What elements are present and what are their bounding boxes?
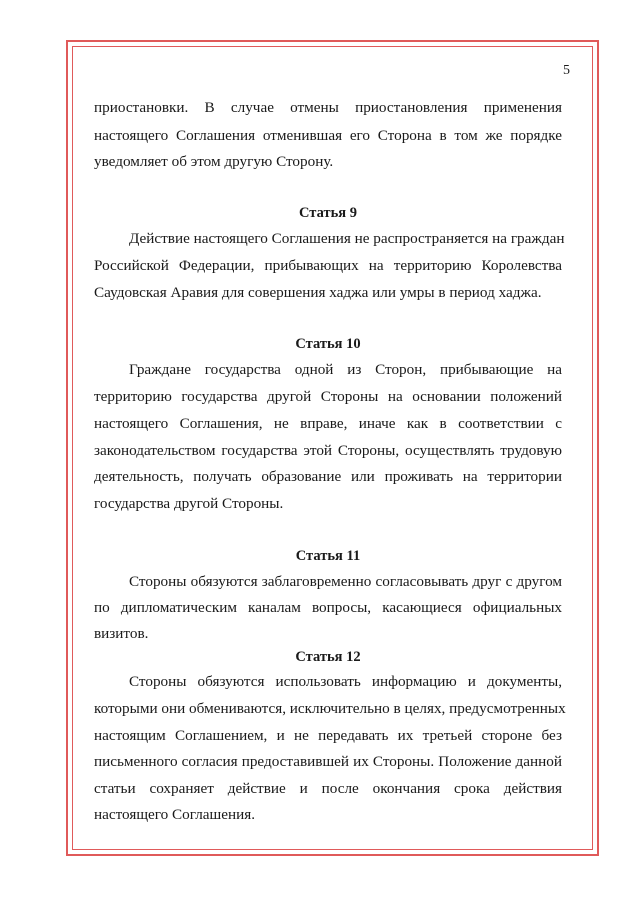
- article-12-line: настоящего Соглашения.: [94, 806, 255, 823]
- paragraph-line: уведомляет об этом другую Сторону.: [94, 153, 334, 170]
- article-12-heading: Статья 12: [295, 649, 361, 665]
- article-11-line: Стороны обязуются заблаговременно согласовывать друг с другом: [129, 573, 562, 590]
- article-9-line: Саудовская Аравия для совершения хаджа или умры в период хаджа.: [94, 284, 542, 301]
- article-10-line: Граждане государства одной из Сторон, прибывающие на: [129, 361, 562, 378]
- article-11-line: визитов.: [94, 625, 149, 642]
- article-10-line: настоящего Соглашения, не вправе, иначе как в соответствии с: [94, 415, 562, 432]
- article-12-line: настоящим Соглашением, и не передавать их третьей стороне без: [94, 727, 562, 744]
- article-10-line: государства другой Стороны.: [94, 495, 284, 512]
- article-9-line: Российской Федерации, прибывающих на территорию Королевства: [94, 257, 562, 274]
- article-10-line: законодательством государства этой Стороны, осуществлять трудовую: [94, 442, 562, 459]
- article-12-line: письменного согласия предоставившей их Стороны. Положение данной: [94, 753, 562, 770]
- article-9-line: Действие настоящего Соглашения не распространяется на граждан: [129, 230, 565, 247]
- article-10-line: деятельность, получать образование или проживать на территории: [94, 468, 562, 485]
- article-12-line: Стороны обязуются использовать информацию и документы,: [129, 673, 562, 690]
- article-12-line: статьи сохраняет действие и после окончания срока действия: [94, 780, 562, 797]
- article-11-heading: Статья 11: [295, 548, 361, 564]
- paragraph-line: настоящего Соглашения отменившая его Сторона в том же порядке: [94, 127, 562, 144]
- page-number: 5: [563, 63, 570, 78]
- paragraph-line: приостановки. В случае отмены приостановления применения: [94, 99, 562, 116]
- article-9-heading: Статья 9: [299, 205, 357, 221]
- article-11-line: по дипломатическим каналам вопросы, касающиеся официальных: [94, 599, 562, 616]
- article-12-line: которыми они обмениваются, исключительно в целях, предусмотренных: [94, 700, 566, 717]
- article-10-heading: Статья 10: [295, 336, 361, 352]
- article-10-line: территорию государства другой Стороны на основании положений: [94, 388, 562, 405]
